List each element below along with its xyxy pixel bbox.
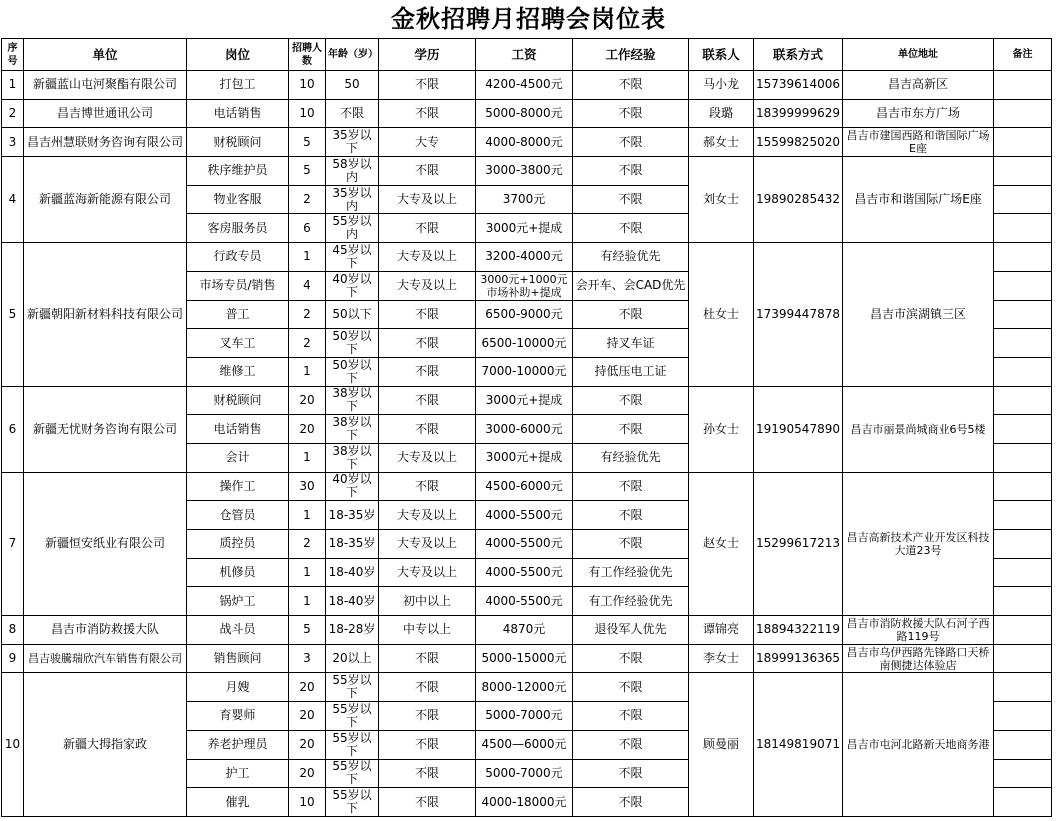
header-salary: 工资 xyxy=(476,39,573,71)
experience-cell: 不限 xyxy=(573,530,689,559)
header-company: 单位 xyxy=(24,39,187,71)
note-cell xyxy=(993,788,1051,817)
table-row xyxy=(2,644,1052,673)
age-cell: 55岁以下 xyxy=(326,759,379,788)
seq-cell: 2 xyxy=(2,99,24,128)
job-table-body xyxy=(2,71,1052,817)
position-cell: 会计 xyxy=(187,443,289,472)
count-cell: 1 xyxy=(289,558,326,587)
note-cell xyxy=(993,214,1051,243)
experience-cell: 不限 xyxy=(573,157,689,186)
count-cell: 20 xyxy=(289,702,326,731)
position-cell: 秩序维护员 xyxy=(187,157,289,186)
age-cell: 50 xyxy=(326,71,379,100)
experience-cell: 不限 xyxy=(573,730,689,759)
position-cell: 叉车工 xyxy=(187,329,289,358)
count-cell: 6 xyxy=(289,214,326,243)
address-cell: 昌吉市建国西路和谐国际广场E座 xyxy=(842,128,993,157)
position-cell: 财税顾问 xyxy=(187,128,289,157)
position-cell: 销售顾问 xyxy=(187,644,289,673)
salary-cell: 6500-10000元 xyxy=(476,329,573,358)
position-cell: 维修工 xyxy=(187,357,289,386)
address-cell: 昌吉高新区 xyxy=(842,71,993,100)
salary-cell: 5000-8000元 xyxy=(476,99,573,128)
experience-cell: 不限 xyxy=(573,99,689,128)
salary-cell: 4870元 xyxy=(476,616,573,645)
table-row xyxy=(2,71,1052,100)
company-cell: 新疆恒安纸业有限公司 xyxy=(24,472,187,615)
count-cell: 10 xyxy=(289,788,326,817)
experience-cell: 不限 xyxy=(573,300,689,329)
address-cell: 昌吉市东方广场 xyxy=(842,99,993,128)
job-table xyxy=(1,38,1052,817)
note-cell xyxy=(993,730,1051,759)
salary-cell: 4500—6000元 xyxy=(476,730,573,759)
contact-cell: 马小龙 xyxy=(689,71,754,100)
position-cell: 普工 xyxy=(187,300,289,329)
salary-cell: 4000-8000元 xyxy=(476,128,573,157)
experience-cell: 不限 xyxy=(573,214,689,243)
count-cell: 20 xyxy=(289,415,326,444)
note-cell xyxy=(993,271,1051,300)
experience-cell: 持叉车证 xyxy=(573,329,689,358)
contact-cell: 李女士 xyxy=(689,644,754,673)
seq-cell: 5 xyxy=(2,243,24,386)
table-row xyxy=(2,472,1052,501)
note-cell xyxy=(993,443,1051,472)
company-cell: 昌吉市消防救援大队 xyxy=(24,616,187,645)
age-cell: 55岁以下 xyxy=(326,788,379,817)
experience-cell: 不限 xyxy=(573,185,689,214)
salary-cell: 4200-4500元 xyxy=(476,71,573,100)
contact-cell: 孙女士 xyxy=(689,386,754,472)
position-cell: 锅炉工 xyxy=(187,587,289,616)
note-cell xyxy=(993,99,1051,128)
address-cell: 昌吉高新技术产业开发区科技大道23号 xyxy=(842,472,993,615)
salary-cell: 8000-12000元 xyxy=(476,673,573,702)
contact-cell: 谭锦亮 xyxy=(689,616,754,645)
phone-cell: 18149819071 xyxy=(754,673,843,816)
salary-cell: 3000-6000元 xyxy=(476,415,573,444)
experience-cell: 会开车、会CAD优先 xyxy=(573,271,689,300)
experience-cell: 不限 xyxy=(573,415,689,444)
position-cell: 财税顾问 xyxy=(187,386,289,415)
experience-cell: 有经验优先 xyxy=(573,443,689,472)
address-cell: 昌吉市消防救援大队石河子西路119号 xyxy=(842,616,993,645)
education-cell: 不限 xyxy=(379,329,476,358)
age-cell: 40岁以下 xyxy=(326,472,379,501)
seq-cell: 9 xyxy=(2,644,24,673)
note-cell xyxy=(993,415,1051,444)
count-cell: 5 xyxy=(289,128,326,157)
count-cell: 1 xyxy=(289,243,326,272)
count-cell: 1 xyxy=(289,357,326,386)
contact-cell: 赵女士 xyxy=(689,472,754,615)
note-cell xyxy=(993,128,1051,157)
address-cell: 昌吉市丽景尚城商业6号5楼 xyxy=(842,386,993,472)
age-cell: 35岁以内 xyxy=(326,185,379,214)
position-cell: 行政专员 xyxy=(187,243,289,272)
note-cell xyxy=(993,530,1051,559)
note-cell xyxy=(993,386,1051,415)
phone-cell: 17399447878 xyxy=(754,243,843,386)
count-cell: 3 xyxy=(289,644,326,673)
count-cell: 20 xyxy=(289,673,326,702)
company-cell: 昌吉骏騰瑞欣汽车销售有限公司 xyxy=(24,644,187,673)
seq-cell: 10 xyxy=(2,673,24,816)
count-cell: 2 xyxy=(289,300,326,329)
table-row xyxy=(2,157,1052,186)
count-cell: 1 xyxy=(289,587,326,616)
count-cell: 10 xyxy=(289,99,326,128)
education-cell: 大专 xyxy=(379,128,476,157)
salary-cell: 5000-7000元 xyxy=(476,759,573,788)
seq-cell: 1 xyxy=(2,71,24,100)
salary-cell: 4000-5500元 xyxy=(476,501,573,530)
experience-cell: 不限 xyxy=(573,759,689,788)
note-cell xyxy=(993,616,1051,645)
experience-cell: 不限 xyxy=(573,472,689,501)
salary-cell: 3000元+提成 xyxy=(476,443,573,472)
experience-cell: 不限 xyxy=(573,128,689,157)
education-cell: 不限 xyxy=(379,730,476,759)
count-cell: 20 xyxy=(289,759,326,788)
age-cell: 50以下 xyxy=(326,300,379,329)
note-cell xyxy=(993,644,1051,673)
address-cell: 昌吉市滨湖镇三区 xyxy=(842,243,993,386)
table-row xyxy=(2,616,1052,645)
position-cell: 战斗员 xyxy=(187,616,289,645)
age-cell: 55岁以下 xyxy=(326,702,379,731)
page-title: 金秋招聘月招聘会岗位表 xyxy=(391,4,666,33)
company-cell: 昌吉州慧联财务咨询有限公司 xyxy=(24,128,187,157)
education-cell: 不限 xyxy=(379,702,476,731)
position-cell: 护工 xyxy=(187,759,289,788)
education-cell: 不限 xyxy=(379,157,476,186)
experience-cell: 退役军人优先 xyxy=(573,616,689,645)
position-cell: 育婴师 xyxy=(187,702,289,731)
education-cell: 不限 xyxy=(379,99,476,128)
phone-cell: 18999136365 xyxy=(754,644,843,673)
note-cell xyxy=(993,759,1051,788)
experience-cell: 不限 xyxy=(573,702,689,731)
salary-cell: 4000-5500元 xyxy=(476,530,573,559)
position-cell: 仓管员 xyxy=(187,501,289,530)
address-cell: 昌吉市屯河北路新天地商务港 xyxy=(842,673,993,816)
table-row xyxy=(2,128,1052,157)
education-cell: 大专及以上 xyxy=(379,501,476,530)
company-cell: 新疆蓝山屯河聚酯有限公司 xyxy=(24,71,187,100)
age-cell: 58岁以内 xyxy=(326,157,379,186)
position-cell: 电话销售 xyxy=(187,99,289,128)
salary-cell: 4500-6000元 xyxy=(476,472,573,501)
header-experience: 工作经验 xyxy=(573,39,689,71)
table-row xyxy=(2,243,1052,272)
position-cell: 月嫂 xyxy=(187,673,289,702)
age-cell: 45岁以下 xyxy=(326,243,379,272)
position-cell: 市场专员/销售 xyxy=(187,271,289,300)
header-education: 学历 xyxy=(379,39,476,71)
contact-cell: 杜女士 xyxy=(689,243,754,386)
salary-cell: 3000元+提成 xyxy=(476,386,573,415)
count-cell: 1 xyxy=(289,443,326,472)
phone-cell: 15739614006 xyxy=(754,71,843,100)
count-cell: 10 xyxy=(289,71,326,100)
table-row xyxy=(2,673,1052,702)
salary-cell: 4000-18000元 xyxy=(476,788,573,817)
salary-cell: 3000元+1000元市场补助+提成 xyxy=(476,271,573,300)
company-cell: 新疆朝阳新材料科技有限公司 xyxy=(24,243,187,386)
education-cell: 不限 xyxy=(379,71,476,100)
education-cell: 中专以上 xyxy=(379,616,476,645)
phone-cell: 19190547890 xyxy=(754,386,843,472)
contact-cell: 刘女士 xyxy=(689,157,754,243)
seq-cell: 8 xyxy=(2,616,24,645)
seq-cell: 3 xyxy=(2,128,24,157)
age-cell: 55岁以下 xyxy=(326,730,379,759)
note-cell xyxy=(993,300,1051,329)
experience-cell: 持低压电工证 xyxy=(573,357,689,386)
education-cell: 不限 xyxy=(379,644,476,673)
salary-cell: 5000-15000元 xyxy=(476,644,573,673)
position-cell: 机修员 xyxy=(187,558,289,587)
age-cell: 55岁以下 xyxy=(326,673,379,702)
contact-cell: 顾曼丽 xyxy=(689,673,754,816)
age-cell: 20以上 xyxy=(326,644,379,673)
education-cell: 不限 xyxy=(379,788,476,817)
table-header-row xyxy=(2,39,1052,71)
salary-cell: 6500-9000元 xyxy=(476,300,573,329)
age-cell: 40岁以下 xyxy=(326,271,379,300)
age-cell: 18-28岁 xyxy=(326,616,379,645)
company-cell: 昌吉博世通讯公司 xyxy=(24,99,187,128)
note-cell xyxy=(993,673,1051,702)
age-cell: 18-35岁 xyxy=(326,501,379,530)
salary-cell: 3000元+提成 xyxy=(476,214,573,243)
count-cell: 5 xyxy=(289,616,326,645)
position-cell: 客房服务员 xyxy=(187,214,289,243)
header-note: 备注 xyxy=(993,39,1051,71)
salary-cell: 7000-10000元 xyxy=(476,357,573,386)
count-cell: 4 xyxy=(289,271,326,300)
experience-cell: 有工作经验优先 xyxy=(573,558,689,587)
count-cell: 20 xyxy=(289,386,326,415)
company-cell: 新疆蓝海新能源有限公司 xyxy=(24,157,187,243)
phone-cell: 15299617213 xyxy=(754,472,843,615)
count-cell: 2 xyxy=(289,185,326,214)
header-phone: 联系方式 xyxy=(754,39,843,71)
experience-cell: 不限 xyxy=(573,501,689,530)
contact-cell: 郝女士 xyxy=(689,128,754,157)
age-cell: 38岁以下 xyxy=(326,386,379,415)
seq-cell: 7 xyxy=(2,472,24,615)
experience-cell: 有经验优先 xyxy=(573,243,689,272)
note-cell xyxy=(993,71,1051,100)
education-cell: 不限 xyxy=(379,673,476,702)
header-age: 年龄（岁） xyxy=(326,39,379,71)
education-cell: 不限 xyxy=(379,357,476,386)
age-cell: 18-40岁 xyxy=(326,558,379,587)
count-cell: 2 xyxy=(289,530,326,559)
phone-cell: 18399999629 xyxy=(754,99,843,128)
phone-cell: 19890285432 xyxy=(754,157,843,243)
age-cell: 35岁以下 xyxy=(326,128,379,157)
experience-cell: 不限 xyxy=(573,644,689,673)
education-cell: 大专及以上 xyxy=(379,558,476,587)
age-cell: 50岁以下 xyxy=(326,329,379,358)
education-cell: 大专及以上 xyxy=(379,530,476,559)
experience-cell: 不限 xyxy=(573,788,689,817)
address-cell: 昌吉市和谐国际广场E座 xyxy=(842,157,993,243)
note-cell xyxy=(993,702,1051,731)
position-cell: 物业客服 xyxy=(187,185,289,214)
table-row xyxy=(2,386,1052,415)
salary-cell: 3000-3800元 xyxy=(476,157,573,186)
experience-cell: 有工作经验优先 xyxy=(573,587,689,616)
table-row xyxy=(2,99,1052,128)
seq-cell: 6 xyxy=(2,386,24,472)
education-cell: 不限 xyxy=(379,415,476,444)
education-cell: 不限 xyxy=(379,472,476,501)
company-cell: 新疆大拇指家政 xyxy=(24,673,187,816)
education-cell: 不限 xyxy=(379,300,476,329)
age-cell: 18-35岁 xyxy=(326,530,379,559)
note-cell xyxy=(993,472,1051,501)
age-cell: 不限 xyxy=(326,99,379,128)
position-cell: 养老护理员 xyxy=(187,730,289,759)
contact-cell: 段璐 xyxy=(689,99,754,128)
note-cell xyxy=(993,185,1051,214)
experience-cell: 不限 xyxy=(573,673,689,702)
address-cell: 昌吉市乌伊西路先锋路口天桥南侧捷达体验店 xyxy=(842,644,993,673)
count-cell: 2 xyxy=(289,329,326,358)
company-cell: 新疆无忧财务咨询有限公司 xyxy=(24,386,187,472)
position-cell: 质控员 xyxy=(187,530,289,559)
count-cell: 20 xyxy=(289,730,326,759)
age-cell: 18-40岁 xyxy=(326,587,379,616)
header-seq: 序号 xyxy=(2,39,24,71)
header-contact: 联系人 xyxy=(689,39,754,71)
education-cell: 初中以上 xyxy=(379,587,476,616)
note-cell xyxy=(993,243,1051,272)
position-cell: 电话销售 xyxy=(187,415,289,444)
header-count: 招聘人数 xyxy=(289,39,326,71)
count-cell: 5 xyxy=(289,157,326,186)
education-cell: 大专及以上 xyxy=(379,243,476,272)
seq-cell: 4 xyxy=(2,157,24,243)
note-cell xyxy=(993,587,1051,616)
note-cell xyxy=(993,357,1051,386)
education-cell: 不限 xyxy=(379,214,476,243)
age-cell: 55岁以内 xyxy=(326,214,379,243)
education-cell: 大专及以上 xyxy=(379,185,476,214)
salary-cell: 3700元 xyxy=(476,185,573,214)
education-cell: 大专及以上 xyxy=(379,271,476,300)
header-address: 单位地址 xyxy=(842,39,993,71)
position-cell: 打包工 xyxy=(187,71,289,100)
note-cell xyxy=(993,157,1051,186)
education-cell: 不限 xyxy=(379,759,476,788)
salary-cell: 5000-7000元 xyxy=(476,702,573,731)
age-cell: 50岁以下 xyxy=(326,357,379,386)
phone-cell: 15599825020 xyxy=(754,128,843,157)
experience-cell: 不限 xyxy=(573,386,689,415)
education-cell: 大专及以上 xyxy=(379,443,476,472)
note-cell xyxy=(993,558,1051,587)
header-position: 岗位 xyxy=(187,39,289,71)
count-cell: 1 xyxy=(289,501,326,530)
position-cell: 催乳 xyxy=(187,788,289,817)
count-cell: 30 xyxy=(289,472,326,501)
experience-cell: 不限 xyxy=(573,71,689,100)
position-cell: 操作工 xyxy=(187,472,289,501)
age-cell: 38岁以下 xyxy=(326,443,379,472)
education-cell: 不限 xyxy=(379,386,476,415)
note-cell xyxy=(993,501,1051,530)
salary-cell: 4000-5500元 xyxy=(476,558,573,587)
salary-cell: 4000-5500元 xyxy=(476,587,573,616)
age-cell: 38岁以下 xyxy=(326,415,379,444)
note-cell xyxy=(993,329,1051,358)
phone-cell: 18894322119 xyxy=(754,616,843,645)
salary-cell: 3200-4000元 xyxy=(476,243,573,272)
